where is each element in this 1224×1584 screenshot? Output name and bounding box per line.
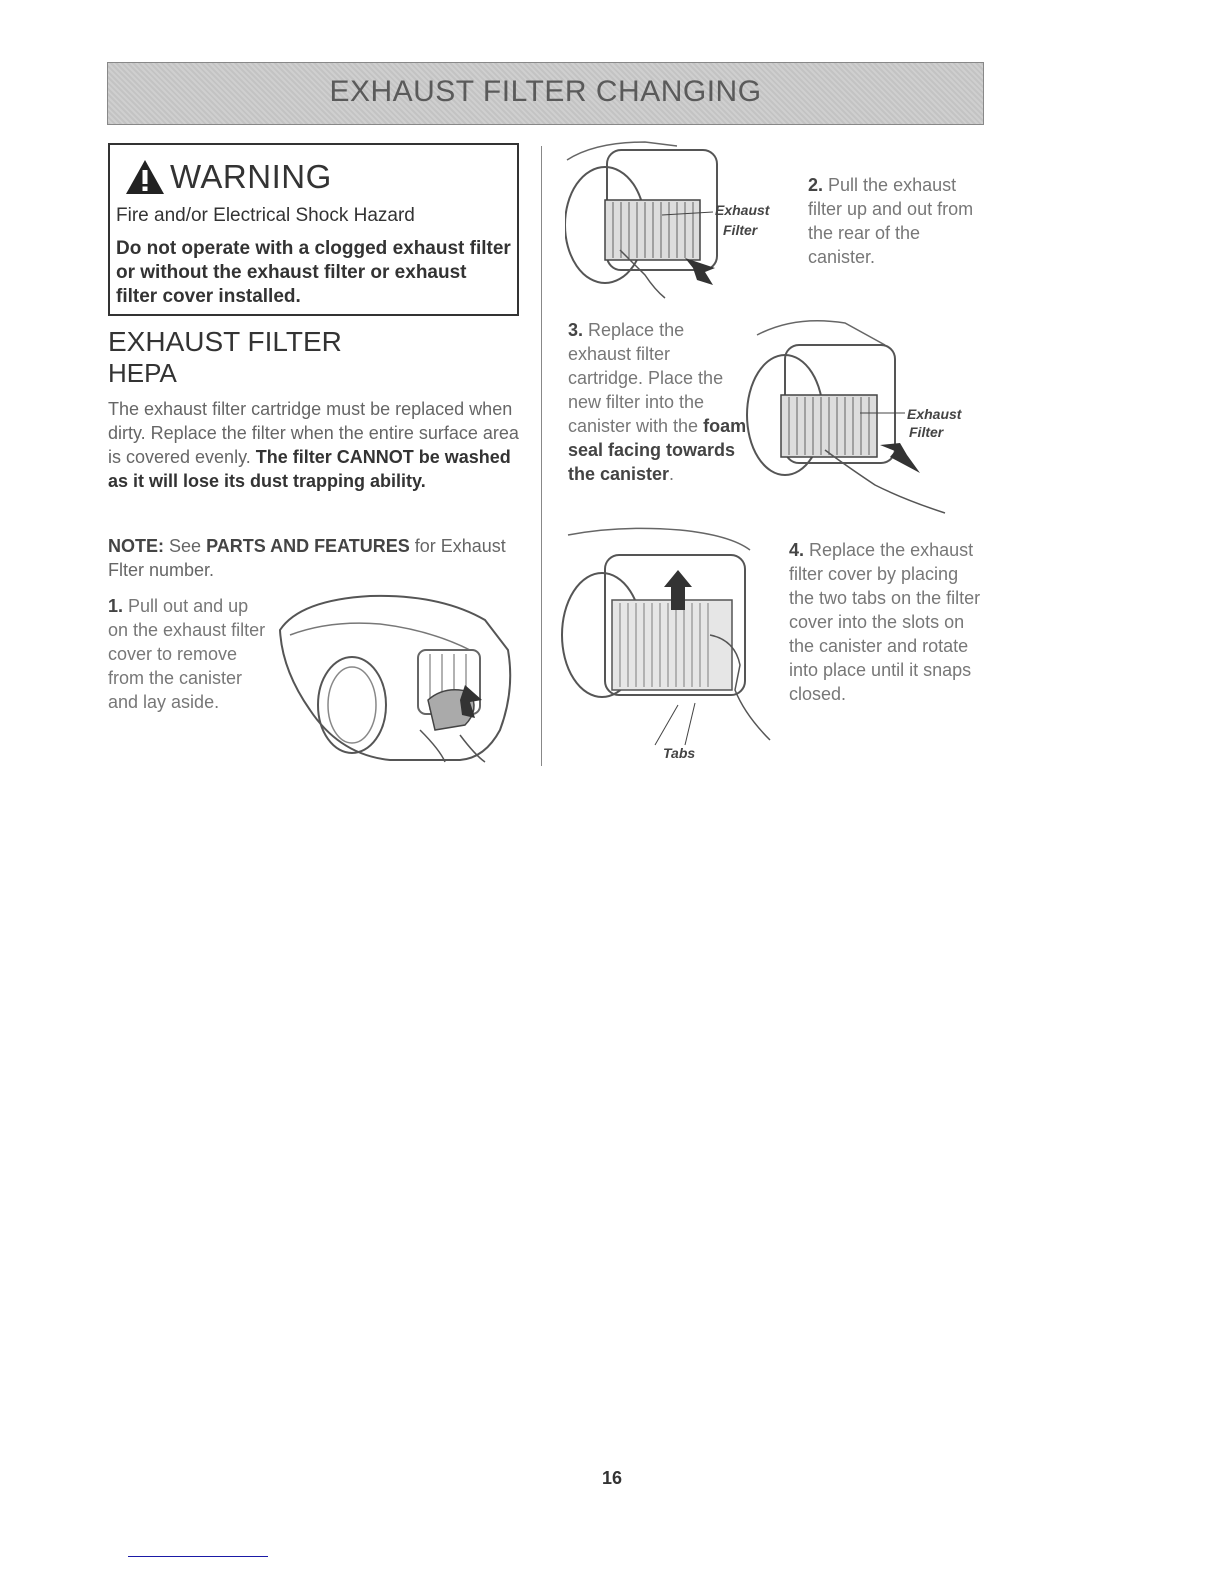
note xyxy=(108,534,528,582)
figure-2-filter-removal xyxy=(565,140,795,300)
section-title: EXHAUST FILTER xyxy=(108,326,342,357)
column-divider xyxy=(541,146,542,766)
warning-body: Do not operate with a clogged exhaust filter or without the exhaust filter or exhaust filter cover installed. xyxy=(116,238,511,307)
figure-4-label-tabs: Tabs xyxy=(663,745,696,761)
section-subtitle: HEPA xyxy=(108,358,177,388)
figure-3-label-line2: Filter xyxy=(909,424,944,440)
figure-3-filter-insert xyxy=(745,315,980,515)
step-1-number: 1. xyxy=(108,596,124,616)
step-1 xyxy=(108,594,273,714)
step-3-number: 3. xyxy=(568,320,584,340)
warning-header xyxy=(124,157,332,197)
step-3 xyxy=(568,318,748,486)
page-number: 16 xyxy=(601,1468,623,1488)
warning-box xyxy=(108,143,519,316)
step-3-text: Replace the exhaust filter cartridge. Place the new filter into the canister with the xyxy=(568,320,724,436)
figure-2-label-line2: Filter xyxy=(723,222,758,238)
step-3-bold: foam seal facing towards the canister xyxy=(568,416,747,484)
note-bold: PARTS AND FEATURES xyxy=(206,536,410,556)
step-4-number: 4. xyxy=(789,540,805,560)
description-bold: The filter CANNOT be washed as it will lose its dust trapping ability. xyxy=(108,447,511,491)
figure-1-canister xyxy=(270,590,520,765)
warning-triangle-icon xyxy=(124,158,166,196)
step-2 xyxy=(808,173,983,269)
warning-subtitle: Fire and/or Electrical Shock Hazard xyxy=(116,205,415,226)
step-1-text: Pull out and up on the exhaust filter cover to remove from the canister and lay aside. xyxy=(108,596,266,712)
description xyxy=(108,397,528,493)
footer-rule xyxy=(128,1556,268,1557)
step-4-text: Replace the exhaust filter cover by placing the two tabs on the filter cover into the slots on the canister and rotate into place until it snaps closed. xyxy=(789,540,981,704)
banner-title: EXHAUST FILTER CHANGING xyxy=(329,75,762,108)
warning-title: WARNING xyxy=(170,158,332,195)
figure-3-label-line1: Exhaust xyxy=(907,406,962,422)
note-label: NOTE: xyxy=(108,536,164,556)
step-2-number: 2. xyxy=(808,175,824,195)
description-text: The exhaust filter cartridge must be replaced when dirty. Replace the filter when the entire surface area is covered evenly. xyxy=(108,399,519,467)
figure-4-cover-replace xyxy=(560,525,790,770)
section-banner xyxy=(107,62,984,125)
step-3-end: . xyxy=(669,464,675,484)
note-pre: See xyxy=(169,536,202,556)
note-post: for Exhaust Flter number. xyxy=(108,536,506,580)
step-4 xyxy=(789,538,984,706)
step-2-text: Pull the exhaust filter up and out from the rear of the canister. xyxy=(808,175,974,267)
figure-2-label-line1: Exhaust xyxy=(715,202,770,218)
